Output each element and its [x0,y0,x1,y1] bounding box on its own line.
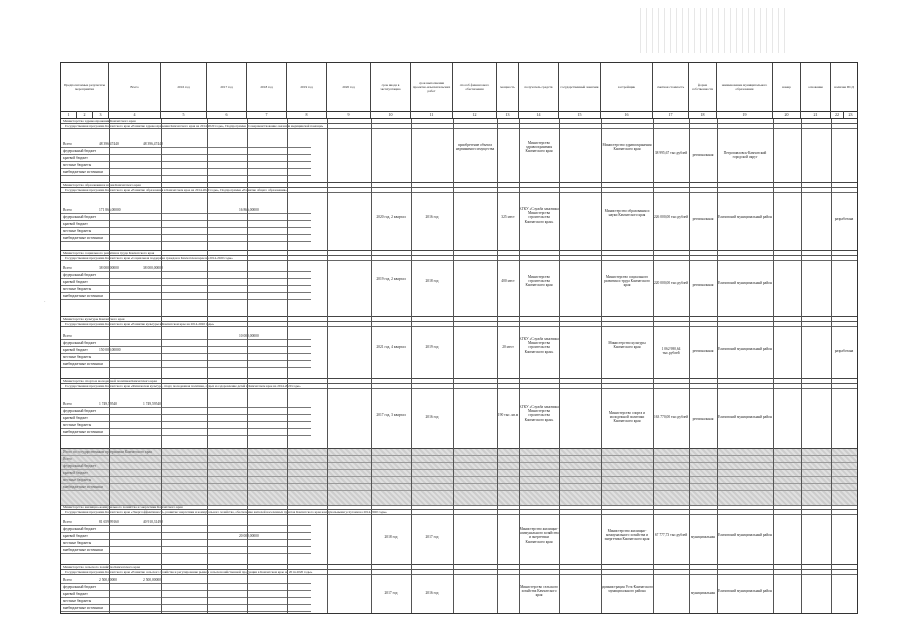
design-date: 2019 год [425,345,439,349]
header-cell: срок выполнения проектно-изыскательских работ [411,63,453,111]
col-number: 4 [109,111,161,118]
header-cell: получатель средств [519,63,559,111]
fin-label: федеральный бюджет [63,585,97,589]
capacity: 400 мест [501,279,515,283]
table-row [61,575,857,613]
col-number: 12 [453,111,497,118]
header-cell: мощность [497,63,519,111]
customer: администрация Усть-Камчатского муниципального района [601,585,653,594]
column-rule [831,119,832,613]
fin-label: федеральный бюджет [63,341,97,345]
totals-label: Итого по государственным программам Камчатского края [63,450,152,454]
ownership: региональная [692,283,714,287]
fin-label: местные бюджеты [63,541,92,545]
fin-label: краевой бюджет [63,280,88,284]
psd-status: разработана [834,217,854,221]
column-rule [801,119,802,613]
header-cell: наличие ПСД [834,85,854,89]
fin-label: федеральный бюджет [63,215,97,219]
fin-label: краевой бюджет [63,534,88,538]
fin-label: краевой бюджет [63,156,88,160]
capacity: 190 тыс. кв.м [497,413,519,417]
section-title: Министерство образования и науки Камчатского края [61,183,857,188]
table-row [61,129,857,183]
fin-value: 1 749,59540 [99,402,117,406]
financing-breakdown [61,333,311,368]
receiver: Министерство сельского хозяйства Камчатского края [520,585,558,598]
column-rule [689,119,690,613]
municipality: Елизовский муниципальный район [718,533,772,537]
fin-label: внебюджетные источники [63,430,103,434]
section-title: Министерство сельского хозяйства Камчатского края [61,565,857,570]
table-row [61,327,857,379]
col-number: 23 [848,112,853,117]
receiver: Министерство строительства Камчатского края [525,275,553,288]
commissioning-date: 2019 год, 2 квартал [376,277,406,281]
ownership: региональная [692,417,714,421]
fin-label: Всего [63,266,72,270]
col-number: 11 [411,111,453,118]
table-row [61,515,857,565]
fin-label: местные бюджеты [63,478,92,482]
col-number: 7 [247,111,287,118]
fin-label: Всего [63,334,72,338]
fin-value: 38 000,00000 [143,266,163,270]
fin-label: краевой бюджет [63,416,88,420]
fin-label: Всего [63,208,72,212]
column-rule [497,119,498,613]
design-date: 2016 год [425,591,439,595]
fin-value: 10 000,00000 [239,334,259,338]
header-cell: номер [773,63,801,111]
fin-label: местные бюджеты [63,599,92,603]
fin-label: федеральный бюджет [63,464,97,468]
header-cell: наименование муниципального образования [717,63,773,111]
fin-value: 38 000,00000 [99,266,119,270]
psd-status: разработана [834,349,854,353]
customer: Министерство спорта и молодежной политики Камчатского края [608,411,646,424]
col-number: 14 [519,111,559,118]
header-cell: 2017 год [207,63,247,111]
column-rule [207,119,208,613]
header-cell: Всего [109,63,161,111]
fin-label: внебюджетные источники [63,362,103,366]
municipality: Елизовский муниципальный район [718,215,772,219]
margin-mark: · [44,300,46,305]
financing-breakdown [61,207,311,242]
column-rule [559,119,560,613]
ownership: муниципальная [691,535,715,539]
col-number: 17 [653,111,689,118]
customer: Министерство культуры Камчатского края [608,341,646,350]
ownership: региональная [692,153,714,157]
financing-breakdown [61,401,311,436]
design-date: 2016 год [425,415,439,419]
fin-label: краевой бюджет [63,348,88,352]
ownership: региональная [692,349,714,353]
commissioning-date: 2017 год [384,591,398,595]
col-number: 13 [497,111,519,118]
fin-label: внебюджетные источники [63,170,103,174]
commissioning-date: 2017 год, 3 квартал [376,413,406,417]
program-title: Государственная программа Камчатского края «Развитие здравоохранения Камчатского края на 2014-2020 годы», Подпрограмма «Совершенствование оказания медицинской помощи» [61,124,857,129]
commissioning-date: 2018 год [384,535,398,539]
commissioning-date: 2021 год, 4 квартал [376,345,406,349]
program-title: Государственная программа Камчатского края «Социальная поддержка граждан в Камчатском крае на 2014-2020 годы» [61,256,857,261]
customer: Министерство жилищно-коммунального хозяйства и энергетики Камчатского края [604,529,650,542]
column-rule [773,119,774,613]
fin-label: краевой бюджет [63,222,88,226]
table-header [61,63,857,112]
fin-label: местные бюджеты [63,423,92,427]
fin-value: 150 000,00000 [99,348,121,352]
scan-noise [640,8,790,53]
fin-label: местные бюджеты [63,163,92,167]
header-cell: 2018 год [247,63,287,111]
program-title: Государственная программа Камчатского края «Развитие сельского хозяйства и регулирование рынков сельскохозяйственной продукции в Камчатском крае на 2014-2020 годы» [61,570,857,575]
fin-label: Всего [63,457,72,461]
commissioning-date: 2020 год, 2 квартал [376,215,406,219]
cost: 220 000,00 тыс.рублей [653,281,689,285]
financing-breakdown [61,265,311,300]
ownership: муниципальная [691,591,715,595]
fin-value: 48 396,47440 [143,142,163,146]
header-cell: сметная стоимость [653,63,689,111]
municipality: Елизовский муниципальный район [718,589,772,593]
fin-value: 171 866,00000 [99,208,121,212]
fin-label: местные бюджеты [63,355,92,359]
fin-value: 16 866,00000 [239,208,259,212]
header-cell: 2019 год [287,63,327,111]
design-date: 2017 год [425,535,439,539]
fin-label: краевой бюджет [63,471,88,475]
fin-value: 2 500,00000 [143,578,161,582]
fin-label: краевой бюджет [63,592,88,596]
col-number: 15 [559,111,601,118]
program-title: Государственная программа Камчатского края «Энергоэффективность, развитие энергетики и коммунального хозяйства, обеспечение жителей населенных пунктов Камчатского края коммунальными услугами на 2014-2020 годы» [61,510,857,515]
column-rule [411,119,412,613]
design-date: 2016 год [425,215,439,219]
fin-value: 2 500,00000 [99,578,117,582]
table-row [61,389,857,449]
program-title: Государственная программа Камчатского края «Физическая культура, спорт, молодежная политика, отдых и оздоровление детей в Камчатском крае на 2014-2020 годы» [61,384,857,389]
fin-label: федеральный бюджет [63,149,97,153]
investment-table [60,62,858,614]
col-number: 2 [77,111,93,118]
col-number: 18 [689,111,717,118]
col-number: 5 [161,111,207,118]
col-number: 8 [287,111,327,118]
col-number: 9 [327,111,371,118]
customer: Министерство здравоохранения Камчатского края [602,143,652,152]
section-title: Министерство культуры Камчатского края [61,317,857,322]
fin-value: 81 659,99160 [99,520,119,524]
municipality: Елизовский муниципальный район [718,415,772,419]
customer: Министерство социального развития и труда Камчатского края [604,275,650,288]
fin-label: федеральный бюджет [63,273,97,277]
program-title: Государственная программа Камчатского края «Развитие культуры в Камчатском крае на 2014-2020 годы» [61,322,857,327]
fin-label: внебюджетные источники [63,485,103,489]
column-rule [453,119,454,613]
column-rule [519,119,520,613]
ownership: региональная [692,217,714,221]
section-title: Министерство здравоохранения Камчатского края [61,119,857,124]
fin-label: местные бюджеты [63,229,92,233]
header-cell: основание [801,63,831,111]
col-number: 1 [61,111,77,118]
section-title: Министерство жилищно-коммунального хозяйства и энергетики Камчатского края [61,505,857,510]
fin-value: 40 910,31490 [143,520,163,524]
column-number-row [61,111,857,119]
table-row [61,193,857,251]
financing-breakdown [61,141,311,176]
table-row [61,261,857,317]
col-number: 6 [207,111,247,118]
receiver: Министерство здравоохранения Камчатского края [525,141,553,154]
municipality: Петропавловск-Камчатский городской округ [723,151,767,160]
header-cell: форма собственности [689,63,717,111]
fin-label: внебюджетные источники [63,236,103,240]
column-rule [653,119,654,613]
col-number: 16 [601,111,653,118]
design-date: 2018 год [425,279,439,283]
header-cell: срок ввода в эксплуатацию [371,63,411,111]
fin-label: федеральный бюджет [63,409,97,413]
municipality: Елизовский муниципальный район [718,347,772,351]
funding-method: приобретение объекта недвижимого имущества [455,143,495,152]
col-number: 3 [93,111,109,118]
cost: 38 995,67 тыс.рублей [654,151,688,155]
header-cell: застройщик [601,63,653,111]
column-rule [161,119,162,613]
col-number: 10 [371,111,411,118]
col-number: 21 [801,111,831,118]
cost: 1 062 980,64 тыс.рублей [661,347,681,356]
financing-breakdown [61,577,311,612]
receiver: КГКУ «Служба заказчика Министерства строительства Камчатского края» [519,207,559,224]
column-rule [109,119,110,613]
column-rule [287,119,288,613]
fin-label: федеральный бюджет [63,527,97,531]
totals-block [61,449,857,506]
receiver: КГКУ «Служба заказчика Министерства строительства Камчатского края» [519,405,559,422]
capacity: 20 мест [502,345,514,349]
fin-label: Всего [63,578,72,582]
financing-breakdown [61,519,311,554]
section-title: Министерство спорта и молодежной политики Камчатского края [61,379,857,384]
customer: Министерство образования и науки Камчатского края [604,209,650,218]
header-cell: 2020 год [327,63,371,111]
fin-label: внебюджетные источники [63,548,103,552]
header-cell: Предполагаемые результаты мероприятия [61,63,109,111]
fin-label: Всего [63,142,72,146]
totals-title [61,449,857,456]
fin-label: местные бюджеты [63,287,92,291]
column-rule [327,119,328,613]
fin-label: Всего [63,402,72,406]
receiver: Министерство жилищно-коммунального хозяйства и энергетики Камчатского края [519,527,559,544]
header-cell: 2016 год [161,63,207,111]
fin-value: 48 396,47440 [99,142,119,146]
column-rule [371,119,372,613]
column-rule [247,119,248,613]
municipality: Елизовский муниципальный район [718,281,772,285]
column-rule [717,119,718,613]
cost: 163 770,00 тыс.рублей [653,415,689,419]
column-rule [601,119,602,613]
capacity: 325 мест [501,215,515,219]
header-cell: способ финансового обеспечения [453,63,497,111]
col-number: 19 [717,111,773,118]
fin-label: Всего [63,520,72,524]
fin-label: внебюджетные источники [63,294,103,298]
fin-value: 20 000,00000 [239,534,259,538]
receiver: КГКУ «Служба заказчика Министерства строительства Камчатского края» [519,337,559,354]
cost: 226 000,00 тыс.рублей [653,215,689,219]
header-cell: государственный заказчик [559,63,601,111]
col-number: 22 [831,111,844,118]
fin-value: 1 749,59540 [143,402,161,406]
program-title: Государственная программа Камчатского края «Развитие образования в Камчатском крае на 2014-2020 годы», Подпрограмма «Развитие общего образования» [61,188,857,193]
fin-label: внебюджетные источники [63,606,103,610]
col-number: 20 [773,111,801,118]
cost: 67 777,73 тыс.рублей [654,533,688,537]
section-title: Министерство социального развития и труда Камчатского края [61,251,857,256]
